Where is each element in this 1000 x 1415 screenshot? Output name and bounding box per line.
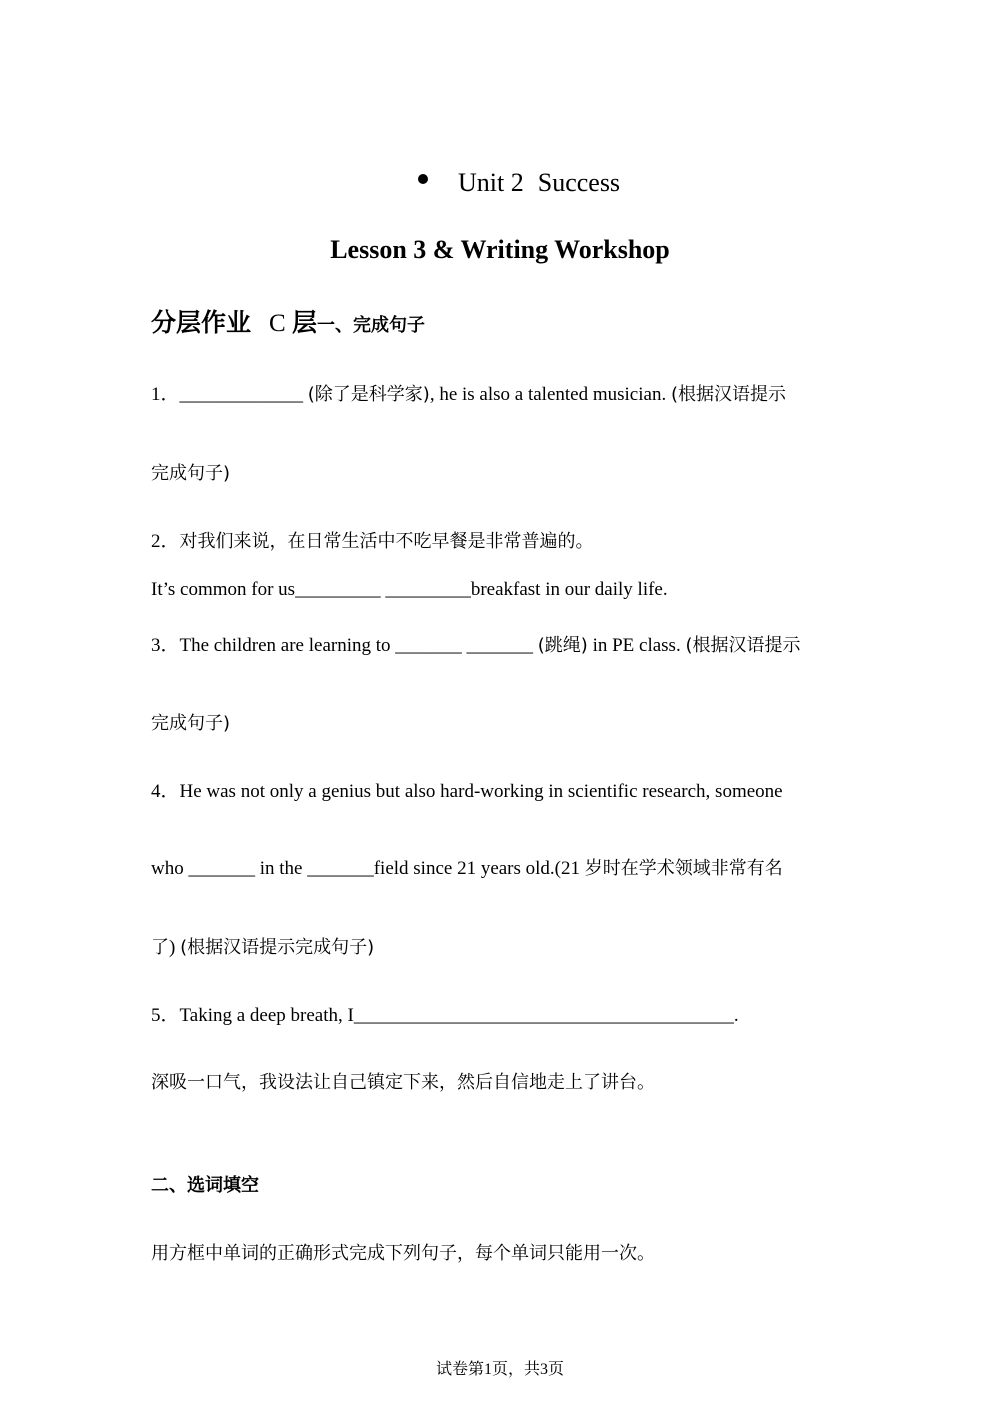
question-4-line-2: who _______ in the _______field since 21 years old.(21 岁时在学术领域非常有名 [151, 858, 783, 879]
question-3-line-1: 3．The children are learning to _______ _______ (跳绳) in PE class. (根据汉语提示 [151, 635, 801, 656]
question-1-line-2: 完成句子) [151, 463, 231, 484]
question-5-prompt: 深吸一口气，我设法让自己镇定下来，然后自信地走上了讲台。 [151, 1072, 655, 1093]
unit-title: Unit 2 Success [418, 168, 620, 198]
page-footer: 试卷第1页，共3页 [435, 1359, 565, 1378]
question-1-line-1: 1．_____________ (除了是科学家), he is also a talented musician. (根据汉语提示 [151, 384, 786, 405]
question-2-sentence: It’s common for us_________ _________breakfast in our daily life. [151, 579, 668, 600]
section-heading-1: 分层作业 C 层一、完成句子 [151, 308, 425, 337]
section-heading-2: 二、选词填空 [151, 1175, 259, 1196]
question-2-prompt: 2．对我们来说，在日常生活中不吃早餐是非常普遍的。 [151, 531, 594, 552]
question-3-line-2: 完成句子) [151, 713, 231, 734]
section-2-instruction: 用方框中单词的正确形式完成下列句子，每个单词只能用一次。 [151, 1243, 655, 1264]
question-4-line-3: 了) (根据汉语提示完成句子) [151, 937, 375, 958]
lesson-title: Lesson 3 & Writing Workshop [330, 235, 670, 264]
bullet-icon [418, 174, 428, 184]
question-5-sentence: 5．Taking a deep breath, I________________________________________. [151, 1005, 739, 1026]
question-4-line-1: 4．He was not only a genius but also hard-working in scientific research, someone [151, 781, 783, 802]
